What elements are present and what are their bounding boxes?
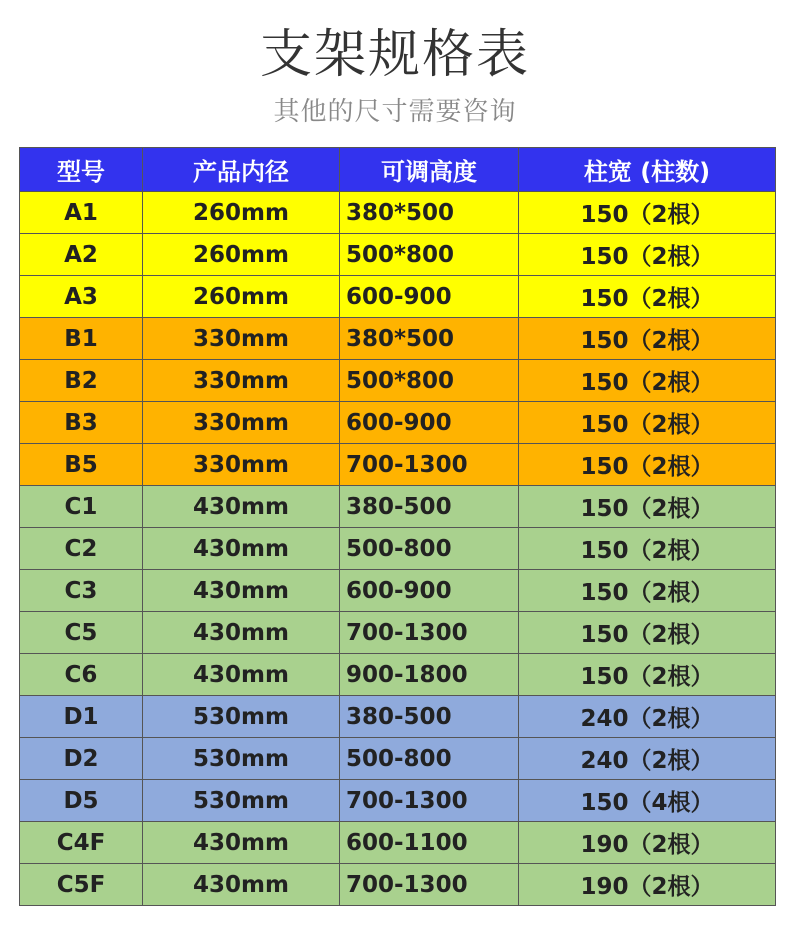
cell-adjust-height: 500*800 [340, 360, 519, 402]
cell-adjust-height: 380*500 [340, 318, 519, 360]
page-title: 支架规格表 [259, 25, 530, 85]
cell-adjust-height: 700-1300 [340, 780, 519, 822]
cell-column-width: 150（2根） [519, 360, 776, 402]
table-row [20, 234, 776, 276]
cell-adjust-height: 900-1800 [340, 654, 519, 696]
cell-column-width: 150（2根） [519, 234, 776, 276]
table-row [20, 360, 776, 402]
cell-diameter: 330mm [143, 360, 340, 402]
cell-diameter: 430mm [143, 486, 340, 528]
table-row [20, 276, 776, 318]
cell-diameter: 430mm [143, 570, 340, 612]
cell-model: C1 [20, 486, 143, 528]
cell-column-width: 150（2根） [519, 654, 776, 696]
cell-model: C2 [20, 528, 143, 570]
table-row [20, 570, 776, 612]
cell-diameter: 530mm [143, 738, 340, 780]
cell-diameter: 260mm [143, 192, 340, 234]
cell-column-width: 240（2根） [519, 696, 776, 738]
cell-diameter: 430mm [143, 612, 340, 654]
cell-column-width: 190（2根） [519, 864, 776, 906]
cell-diameter: 430mm [143, 864, 340, 906]
table-row [20, 738, 776, 780]
cell-column-width: 150（2根） [519, 192, 776, 234]
cell-adjust-height: 500*800 [340, 234, 519, 276]
cell-model: B1 [20, 318, 143, 360]
cell-diameter: 430mm [143, 822, 340, 864]
table-row [20, 444, 776, 486]
cell-column-width: 150（2根） [519, 528, 776, 570]
table-row [20, 318, 776, 360]
table-row [20, 654, 776, 696]
header-adjust-height: 可调高度 [340, 148, 519, 192]
table-row [20, 822, 776, 864]
page-subtitle: 其他的尺寸需要咨询 [273, 97, 517, 127]
cell-column-width: 150（2根） [519, 486, 776, 528]
table-row [20, 780, 776, 822]
cell-adjust-height: 700-1300 [340, 864, 519, 906]
cell-diameter: 330mm [143, 318, 340, 360]
cell-column-width: 150（2根） [519, 570, 776, 612]
cell-column-width: 190（2根） [519, 822, 776, 864]
spec-table [19, 147, 776, 906]
cell-adjust-height: 380*500 [340, 192, 519, 234]
cell-adjust-height: 600-900 [340, 570, 519, 612]
table-row [20, 402, 776, 444]
cell-adjust-height: 600-1100 [340, 822, 519, 864]
cell-adjust-height: 700-1300 [340, 444, 519, 486]
cell-adjust-height: 380-500 [340, 696, 519, 738]
cell-adjust-height: 380-500 [340, 486, 519, 528]
cell-model: C6 [20, 654, 143, 696]
cell-adjust-height: 700-1300 [340, 612, 519, 654]
cell-diameter: 260mm [143, 276, 340, 318]
cell-diameter: 330mm [143, 444, 340, 486]
cell-diameter: 530mm [143, 780, 340, 822]
cell-diameter: 530mm [143, 696, 340, 738]
cell-model: B2 [20, 360, 143, 402]
cell-column-width: 240（2根） [519, 738, 776, 780]
cell-diameter: 430mm [143, 528, 340, 570]
table-row [20, 528, 776, 570]
cell-column-width: 150（4根） [519, 780, 776, 822]
header-column-width: 柱宽 (柱数) [519, 148, 776, 192]
cell-diameter: 430mm [143, 654, 340, 696]
cell-model: B5 [20, 444, 143, 486]
cell-model: B3 [20, 402, 143, 444]
cell-model: A1 [20, 192, 143, 234]
table-row [20, 696, 776, 738]
cell-column-width: 150（2根） [519, 318, 776, 360]
header-diameter: 产品内径 [143, 148, 340, 192]
table-header-row [20, 148, 776, 192]
cell-model: A2 [20, 234, 143, 276]
cell-column-width: 150（2根） [519, 276, 776, 318]
header-model: 型号 [20, 148, 143, 192]
cell-column-width: 150（2根） [519, 612, 776, 654]
cell-model: C4F [20, 822, 143, 864]
cell-model: D2 [20, 738, 143, 780]
cell-adjust-height: 600-900 [340, 276, 519, 318]
table-row [20, 612, 776, 654]
cell-column-width: 150（2根） [519, 444, 776, 486]
table-row [20, 486, 776, 528]
cell-diameter: 330mm [143, 402, 340, 444]
cell-model: D5 [20, 780, 143, 822]
cell-model: C3 [20, 570, 143, 612]
cell-model: C5 [20, 612, 143, 654]
cell-model: D1 [20, 696, 143, 738]
cell-model: A3 [20, 276, 143, 318]
table-body [20, 192, 776, 906]
cell-diameter: 260mm [143, 234, 340, 276]
table-row [20, 864, 776, 906]
cell-model: C5F [20, 864, 143, 906]
cell-adjust-height: 500-800 [340, 528, 519, 570]
cell-adjust-height: 600-900 [340, 402, 519, 444]
cell-adjust-height: 500-800 [340, 738, 519, 780]
table-row [20, 192, 776, 234]
cell-column-width: 150（2根） [519, 402, 776, 444]
